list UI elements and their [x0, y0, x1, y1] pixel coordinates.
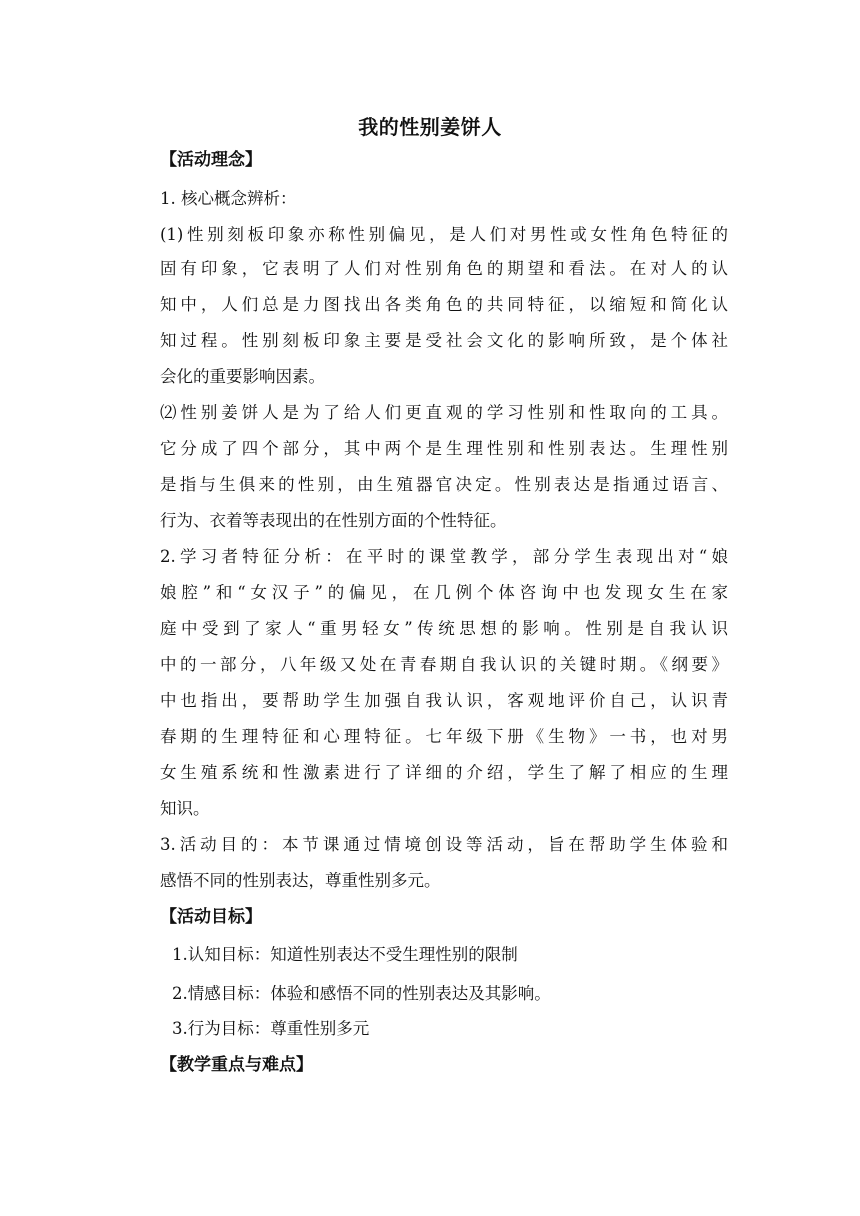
item-core-concepts: 1. 核心概念辨析： — [160, 189, 297, 208]
paragraph-line: 行为、衣着等表现出的在性别方面的个性特征。 — [160, 511, 507, 530]
paragraph-line: 固有印象，它表明了人们对性别角色的期望和看法。在对人的认 — [160, 259, 728, 278]
paragraph-line: ⑵性别姜饼人是为了给人们更直观的学习性别和性取向的工具。 — [160, 403, 728, 422]
paragraph-line: 知中，人们总是力图找出各类角色的共同特征，以缩短和简化认 — [160, 295, 728, 314]
paragraph-line: 2.学习者特征分析：在平时的课堂教学，部分学生表现出对“娘 — [160, 547, 728, 566]
paragraph-line: 中的一部分，八年级又处在青春期自我认识的关键时期。《纲要》 — [160, 655, 728, 674]
paragraph-line: 庭中受到了家人“重男轻女”传统思想的影响。性别是自我认识 — [160, 619, 728, 638]
goal-item: 3.行为目标：尊重性别多元 — [172, 1019, 370, 1038]
paragraph-line: 知识。 — [160, 799, 210, 818]
goal-item: 2.情感目标：体验和感悟不同的性别表达及其影响。 — [172, 984, 551, 1003]
section-heading-key-points: 【教学重点与难点】 — [160, 1055, 313, 1075]
paragraph-line: 春期的生理特征和心理特征。七年级下册《生物》一书，也对男 — [160, 727, 728, 746]
paragraph-line: (1)性别刻板印象亦称性别偏见，是人们对男性或女性角色特征的 — [160, 225, 728, 244]
goal-item: 1.认知目标：知道性别表达不受生理性别的限制 — [172, 945, 518, 964]
paragraph-line: 感悟不同的性别表达，尊重性别多元。 — [160, 871, 441, 890]
paragraph-line: 是指与生俱来的性别，由生殖器官决定。性别表达是指通过语言、 — [160, 475, 728, 494]
paragraph-line: 女生殖系统和性激素进行了详细的介绍，学生了解了相应的生理 — [160, 763, 728, 782]
paragraph-line: 中也指出，要帮助学生加强自我认识，客观地评价自己，认识青 — [160, 691, 728, 710]
paragraph-line: 3.活动目的：本节课通过情境创设等活动，旨在帮助学生体验和 — [160, 835, 728, 854]
paragraph-line: 会化的重要影响因素。 — [160, 367, 325, 386]
section-heading-activity-goals: 【活动目标】 — [160, 907, 262, 927]
paragraph-line: 娘腔”和“女汉子”的偏见，在几例个体咨询中也发现女生在家 — [160, 583, 728, 602]
document-title: 我的性别姜饼人 — [358, 115, 502, 139]
paragraph-line: 它分成了四个部分，其中两个是生理性别和性别表达。生理性别 — [160, 439, 728, 458]
paragraph-line: 知过程。性别刻板印象主要是受社会文化的影响所致，是个体社 — [160, 331, 728, 350]
section-heading-activity-concept: 【活动理念】 — [160, 150, 262, 170]
